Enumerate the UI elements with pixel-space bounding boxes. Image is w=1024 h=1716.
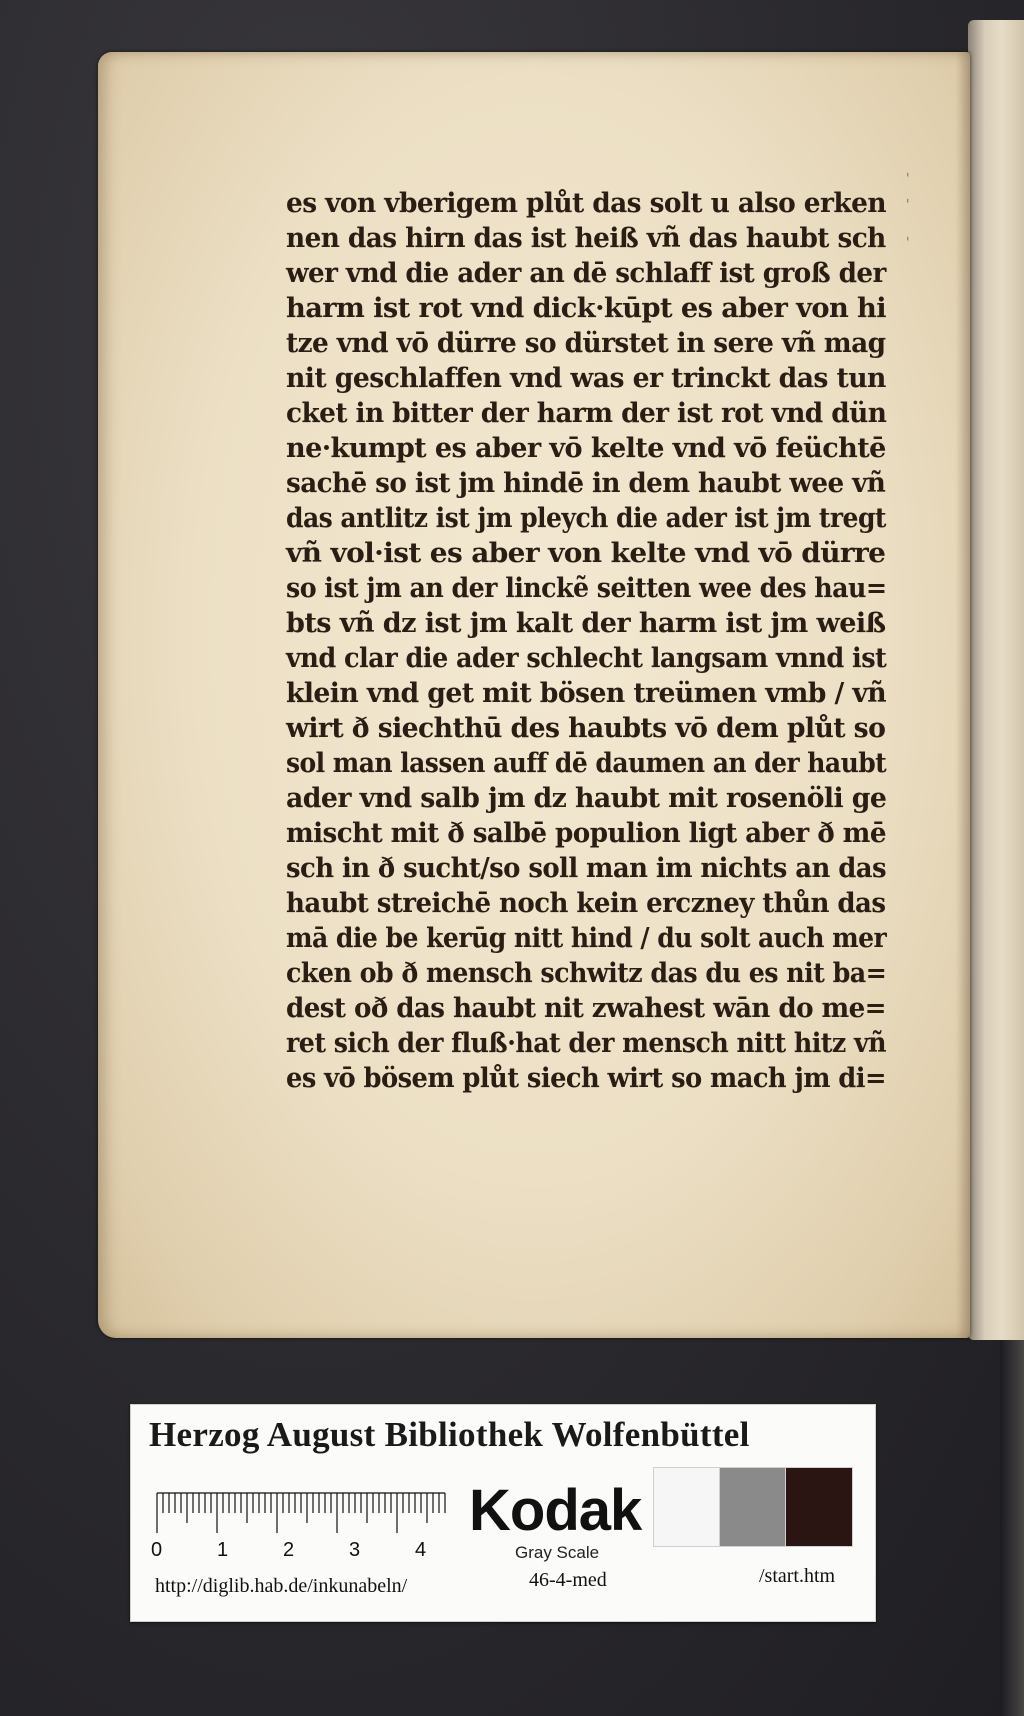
text-line: sol man lassen auff dē daumen an der haubt (286, 748, 887, 779)
text-line: wer vnd die ader an dē schlaff ist groß der (286, 258, 886, 289)
text-line: haubt streichē noch kein erczney thůn das (286, 888, 886, 919)
gray-patch-mid (719, 1467, 787, 1547)
library-url: http://diglib.hab.de/inkunabeln/ (155, 1575, 408, 1597)
text-line: mischt mit ð salbē populion ligt aber ð mē (286, 818, 886, 849)
text-line: harm ist rot vnd dick·kūpt es aber von hi (286, 293, 887, 324)
text-line: wirt ð siechthū des haubts vō dem plůt so (286, 713, 886, 744)
gray-patch-white (653, 1467, 721, 1547)
text-line: ret sich der fluß·hat der mensch nitt hitz vñ (286, 1028, 887, 1059)
text-line: nen das hirn das ist heiß vñ das haubt sch (286, 223, 886, 254)
manuscript-page (98, 52, 970, 1338)
ruler-number: 0 (151, 1539, 163, 1561)
shelfmark: 46-4-med (529, 1569, 607, 1591)
text-line: das antlitz ist jm pleych die ader ist jm tregt (286, 503, 886, 534)
text-line: dest oð das haubt nit zwahest wān do me= (286, 993, 886, 1024)
library-name: Herzog August Bibliothek Wolfenbüttel (149, 1415, 750, 1454)
text-line: tze vnd vō dürre so dürstet in sere vñ mag (286, 328, 886, 359)
blackletter-text-block (286, 186, 887, 1096)
text-line: sch in ð sucht/so soll man im nichts an das (286, 853, 886, 884)
text-line: so ist jm an der linckẽ seitten wee des hau= (286, 573, 887, 604)
page-gutter (956, 52, 970, 1338)
color-scale-card (130, 1404, 876, 1622)
text-line: vnd clar die ader schlecht langsam vnnd ist (286, 643, 887, 674)
kodak-logo: Kodak (469, 1478, 642, 1543)
ruler-number: 2 (283, 1539, 295, 1561)
margin-mark: ˈ (906, 198, 910, 213)
ruler-number: 4 (415, 1539, 427, 1561)
text-line: bts vñ dz ist jm kalt der harm ist jm weiß (286, 608, 886, 639)
text-line: sachē so ist jm hindē in dem haubt wee vñ (286, 468, 886, 499)
gray-patch-dark (785, 1467, 853, 1547)
text-line: es vō bösem plůt siech wirt so mach jm di= (286, 1063, 886, 1094)
adjacent-page-edge (968, 20, 1024, 1340)
adjacent-page-shadow (1000, 1340, 1024, 1716)
ruler-number: 1 (217, 1539, 229, 1561)
start-page-url: /start.htm (759, 1565, 836, 1587)
text-line: nit geschlaffen vnd was er trinckt das tun (286, 363, 886, 394)
text-line: vñ vol·ist es aber von kelte vnd vō dürre (286, 538, 886, 569)
ruler-labels (151, 1489, 457, 1561)
ruler-number: 3 (349, 1539, 361, 1561)
text-line: cket in bitter der harm der ist rot vnd dün (286, 398, 887, 429)
text-line: klein vnd get mit bösen treümen vmb / vñ (286, 678, 887, 709)
margin-mark: ˈ (906, 172, 910, 187)
gray-scale-label: Gray Scale (515, 1543, 600, 1562)
margin-mark: ˈ (906, 236, 910, 251)
text-line: ader vnd salb jm dz haubt mit rosenöli ge (286, 783, 887, 814)
text-line: cken ob ð mensch schwitz das du es nit ba= (286, 958, 887, 989)
text-line: mā die be kerūg nitt hind / du solt auch mer (286, 923, 887, 954)
text-line: ne·kumpt es aber vō kelte vnd vō feüchtē (286, 433, 886, 464)
text-line: es von vberigem plůt das solt u also erken (286, 188, 886, 219)
